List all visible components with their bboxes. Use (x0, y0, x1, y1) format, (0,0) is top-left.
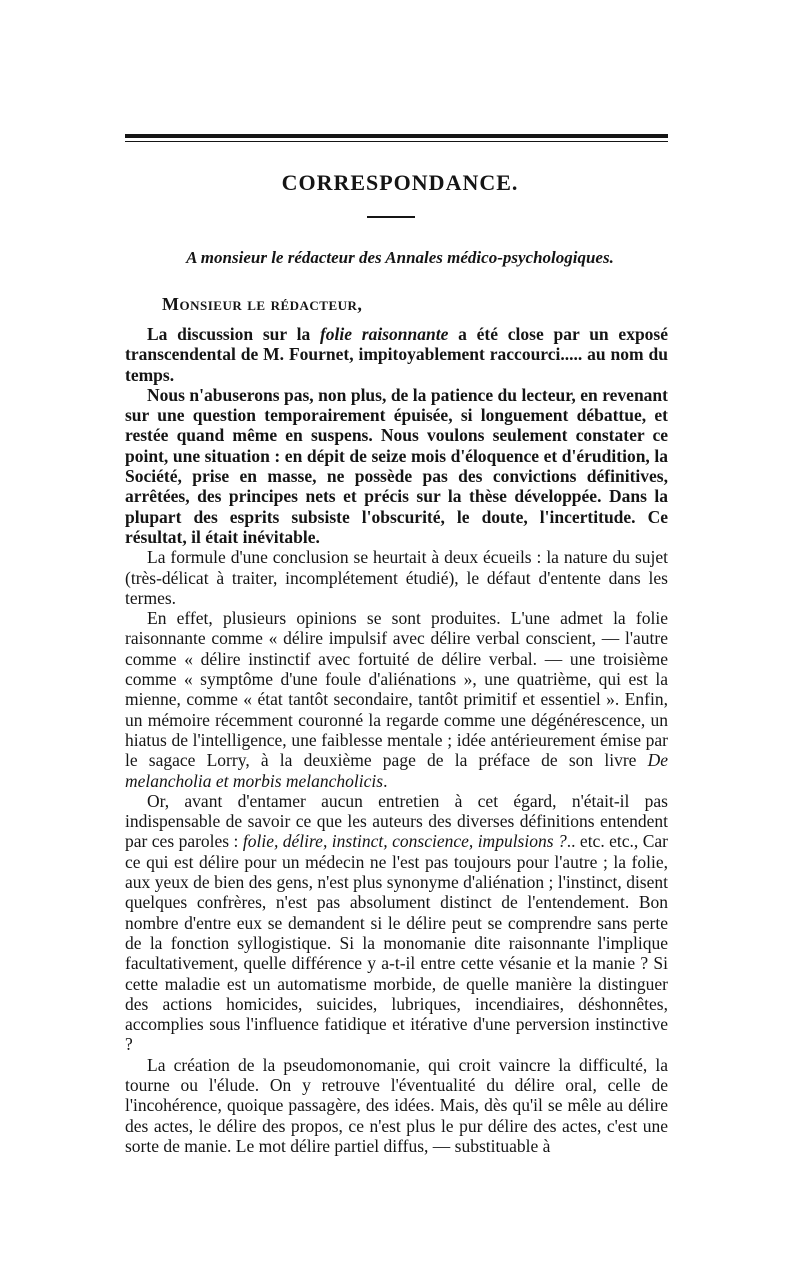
paragraph-p4 (125, 608, 668, 791)
letter-body (125, 324, 668, 1156)
text-run: La formule d'une conclusion se heurtait à deux écueils : la nature du sujet (très-délicat à traiter, incomplétement étudié), le défaut d'entente dans les termes. (125, 547, 668, 608)
italic-term: De melancholia et morbis melancholicis (125, 750, 668, 791)
text-run: Or, avant d'entamer aucun entretien à cet égard, n'était-il pas indispensable de savoir ce que les auteurs des diverses définitions entendent par ces paroles : (125, 790, 668, 852)
paragraph-p6 (125, 1055, 668, 1156)
heading-divider (367, 216, 415, 218)
text-run: La création de la pseudomonomanie, qui croit vaincre la difficulté, la tourne ou l'élude. On y retrouve l'éventualité du délire oral, celle de l'incohérence, quoique passagère, des idées. Mais, dès qu'il se mêle au délire des actes, le délire des propos, ce n'est plus le pur délire des actes, c'est une sorte de manie. Le mot délire partiel diffus, — substituable à (125, 1054, 668, 1156)
paragraph-p1 (125, 324, 668, 385)
text-run: a été close par un exposé transcendental de M. Fournet, impitoyablement raccourci..... au nom du temps. (125, 324, 669, 385)
letter-address: A monsieur le rédacteur des Annales médico-psychologiques. (186, 248, 614, 267)
paragraph-p5 (125, 791, 668, 1055)
header-thin-rule (125, 141, 668, 142)
header-thick-rule (125, 134, 668, 138)
letter-salutation: Monsieur le rédacteur, (162, 294, 363, 314)
text-run: En effet, plusieurs opinions se sont produites. L'une admet la folie raisonnante comme « délire impulsif avec délire verbal conscient, — l'autre comme « délire instinctif avec fortuité de délire verbal. — une troisième comme « symptôme d'une foule d'aliénations », une quatrième, qui est la mienne, comme « état tantôt secondaire, tantôt primitif et essentiel ». Enfin, un mémoire récemment couronné la regarde comme une dégénérescence, un hiatus de l'intelligence, une faiblesse mentale ; idée antérieurement émise par le sagace Lorry, à la deuxième page de la préface de son livre (125, 608, 668, 771)
italic-term: folie, délire, instinct, conscience, impulsions ? (242, 831, 567, 852)
paragraph-p2 (125, 385, 668, 547)
paragraph-p3 (125, 547, 668, 608)
text-run: La discussion sur la (147, 324, 320, 344)
text-run: .. etc. etc., Car ce qui est délire pour un médecin ne l'est pas toujours pour l'autre ; la folie, aux yeux de bien des gens, n'est plus synonyme d'aliénation ; l'instinct, disent quelques confrères, n'est pas absolument distinct de l'entendement. Bon nombre d'entre eux se demandent si le délire peut se comprendre sans perte de la fonction syllogistique. Si la monomanie dite raisonnante l'implique facultativement, quelle différence y a-t-il entre cette vésanie et la manie ? Si cette maladie est un automatisme morbide, de quelle manière la distinguer des actions homicides, suicides, lubriques, incendiaires, déshonnêtes, accomplies sous l'influence fatidique et itérative d'une perversion instinctive ? (125, 831, 668, 1055)
italic-term: folie raisonnante (319, 324, 449, 344)
text-run: Nous n'abuserons pas, non plus, de la patience du lecteur, en revenant sur une question temporairement épuisée, si longuement débattue, et restée quand même en suspens. Nous voulons seulement constater ce point, une situation : en dépit de seize mois d'éloquence et d'érudition, la Société, prise en masse, ne possède pas des convictions définitives, arrêtées, des principes nets et précis sur la thèse développée. Dans la plupart des esprits subsiste l'obscurité, le doute, l'incertitude. Ce résultat, il était inévitable. (125, 384, 668, 547)
section-heading: CORRESPONDANCE. (281, 170, 519, 195)
text-run: . (383, 770, 388, 791)
